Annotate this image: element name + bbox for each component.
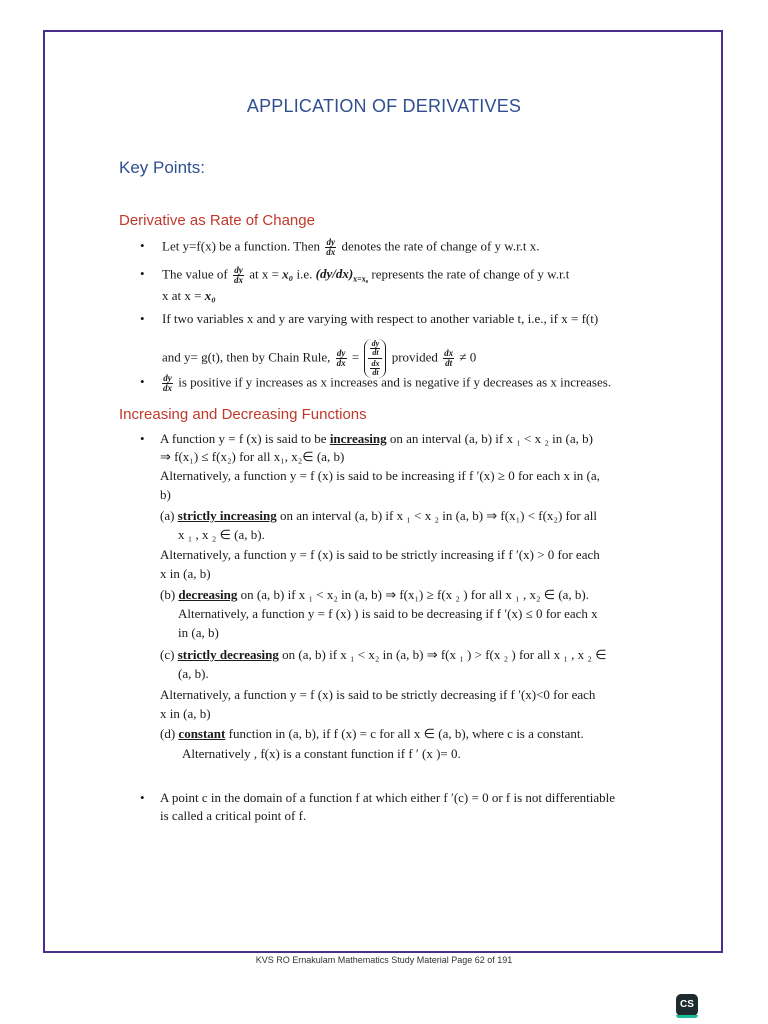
strictly-increasing-definition: (a) strictly increasing on an interval (a, b) if x ₁ < x ₂ in (a, b) ⇒ f(x₁) < f(x₂) for all [160,508,597,523]
bullet-chain-rule-1: If two variables x and y are varying with respect to another variable t, i.e., if x = f(t) [162,311,599,326]
constant-definition: (d) constant function in (a, b), if f (x) = c for all x ∈ (a, b), where c is a constant. [160,726,584,741]
increasing-alternative-1: Alternatively, a function y = f (x) is said to be increasing if f ′(x) ≥ 0 for each x in (a, [160,468,600,483]
bullet-chain-rule-2: and y= g(t), then by Chain Rule, $\frac{dy}{dx}$ = dy dt dx dt provided $\frac{dx}{dt}$ ≠ 0 [162,339,477,377]
chain-rule-fraction: dy dt dx dt [364,339,386,378]
strictly-decreasing-alternative-1: Alternatively, a function y = f (x) is said to be strictly decreasing if f ′(x)<0 for each [160,687,596,702]
fraction-dy-dx: $\frac{dy}{dx}$ [233,265,243,285]
decreasing-alternative-2: in (a, b) [178,625,219,640]
increasing-definition: A function y = f (x) is said to be increasing on an interval (a, b) if x ₁ < x ₂ in (a, b) [160,431,593,446]
fraction-dy-dx: $\frac{dy}{dx}$ [326,237,336,257]
fraction-dy-dx: $\frac{dy}{dx}$ [163,373,172,393]
strictly-increasing-alternative-1: Alternatively, a function y = f (x) is said to be strictly increasing if f ′(x) > 0 for each [160,547,600,562]
section-heading-rate-of-change: Derivative as Rate of Change [119,212,315,229]
camscanner-logo-icon: CS [676,994,698,1016]
decreasing-definition: (b) decreasing on (a, b) if x ₁ < x₂ in (a, b) ⇒ f(x₁) ≥ f(x ₂ ) for all x ₁ , x₂ ∈ (a, b). [160,587,589,602]
bullet-icon: • [140,790,145,805]
bullet-icon: • [140,238,145,253]
bullet-icon: • [140,266,145,281]
critical-point-definition-2: is called a critical point of f. [160,808,307,823]
bullet-icon: • [140,311,145,326]
constant-alternative: Alternatively , f(x) is a constant function if f ′ (x )= 0. [182,746,461,761]
increasing-definition-2: ⇒ f(x₁) ≤ f(x₂) for all x₁, x₂∈ (a, b) [160,449,345,464]
bullet-sign-of-derivative: $\frac{dy}{dx}$ is positive if y increases as x increases and is negative if y decreases as x increases. [163,373,612,393]
section-heading-increasing-decreasing: Increasing and Decreasing Functions [119,406,367,423]
bullet-rate-of-change-2: The value of $\frac{dy}{dx}$ at x = x₀ i.e. $(dy/dx)_{x=x_0}$ represents the rate of change of y w.r.t [162,265,570,285]
key-points-heading: Key Points: [119,158,205,177]
strictly-increasing-definition-2: x ₁ , x ₂ ∈ (a, b). [178,527,265,542]
increasing-alternative-2: b) [160,487,171,502]
bullet-icon: • [140,431,145,446]
decreasing-alternative-1: Alternatively, a function y = f (x) ) is said to be decreasing if f ′(x) ≤ 0 for each x [178,606,598,621]
critical-point-definition-1: A point c in the domain of a function f at which either f ′(c) = 0 or f is not differentiable [160,790,616,805]
strictly-decreasing-definition-2: (a, b). [178,666,209,681]
page-footer: KVS RO Ernakulam Mathematics Study Material Page 62 of 191 [255,955,513,965]
bullet-rate-of-change-1: Let y=f(x) be a function. Then $\frac{dy}{dx}$ denotes the rate of change of y w.r.t x. [162,237,540,257]
fraction-dx-dt: $\frac{dx}{dt}$ [444,348,454,368]
bullet-icon: • [140,374,145,389]
fraction-dy-dx: $\frac{dy}{dx}$ [336,348,346,368]
strictly-decreasing-alternative-2: x in (a, b) [160,706,211,721]
bullet-rate-of-change-2-cont: x at x = x₀ [162,288,216,303]
strictly-decreasing-definition: (c) strictly decreasing on (a, b) if x ₁ < x₂ in (a, b) ⇒ f(x ₁ ) > f(x ₂ ) for all x ₁ , x ₂ ∈ [160,647,607,662]
page-title: APPLICATION OF DERIVATIVES [246,96,522,116]
strictly-increasing-alternative-2: x in (a, b) [160,566,211,581]
